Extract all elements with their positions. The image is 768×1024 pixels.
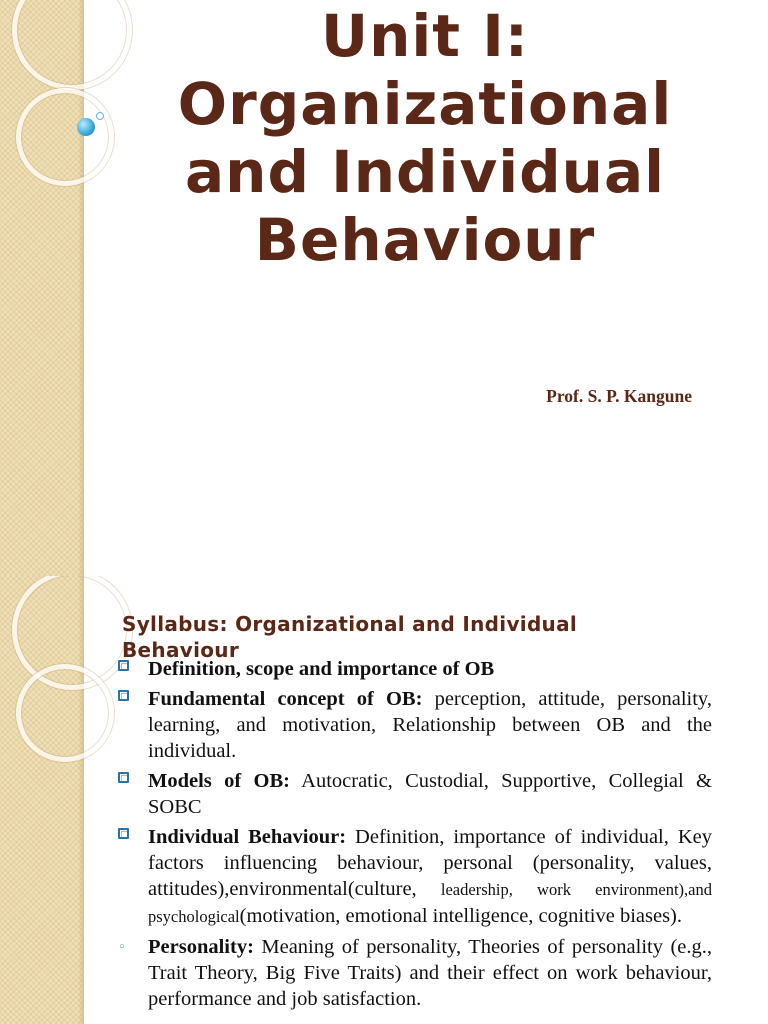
syllabus-list — [116, 656, 712, 1016]
item-heading: Personality: — [148, 936, 254, 958]
square-checkbox-icon — [118, 828, 129, 839]
decorative-ring — [16, 88, 114, 186]
item-text: Autocratic, Custodial, Supportive, Collegial & SOBC — [148, 770, 712, 818]
title-line: and Individual — [185, 138, 665, 206]
title-line: Organizational — [177, 70, 673, 138]
decorative-small-circle — [96, 112, 104, 120]
list-item — [116, 934, 712, 1012]
item-text: (motivation, emotional intelligence, cognitive biases). — [239, 905, 682, 927]
list-item — [116, 768, 712, 820]
syllabus-slide — [0, 576, 768, 1024]
square-checkbox-icon — [118, 772, 129, 783]
title-line: Behaviour — [254, 206, 596, 274]
item-text: Definition, importance of individual, Key factors influencing behaviour, personal (personality, values, attitudes),environmental(culture, — [148, 826, 712, 900]
item-text-small: leadership, work environment),and psychological — [148, 880, 712, 926]
list-item — [116, 656, 712, 682]
square-checkbox-icon — [118, 660, 129, 671]
circle-bullet-icon: ◦ — [118, 940, 126, 955]
item-text: Meaning of personality, Theories of personality (e.g., Trait Theory, Big Five Traits) and their effect on work behaviour, performance and job satisfaction. — [148, 936, 712, 1010]
slide-heading: Syllabus: Organizational and Individual Behaviour — [122, 612, 578, 662]
item-heading: Individual Behaviour: — [148, 826, 347, 848]
square-checkbox-icon — [118, 690, 129, 701]
item-heading: Definition, scope and importance of OB — [148, 658, 495, 680]
item-heading: Fundamental concept of OB: — [148, 688, 423, 710]
author-name: Prof. S. P. Kangune — [546, 386, 692, 406]
item-text: perception, attitude, personality, learning, and motivation, Relationship between OB and the individual. — [148, 688, 712, 762]
list-item — [116, 686, 712, 764]
decorative-blue-dot — [77, 118, 95, 136]
item-heading: Models of OB: — [148, 770, 290, 792]
slide-title — [140, 2, 710, 274]
list-item — [116, 824, 712, 930]
decorative-ring — [16, 664, 114, 762]
title-line: Unit I: — [321, 2, 529, 70]
